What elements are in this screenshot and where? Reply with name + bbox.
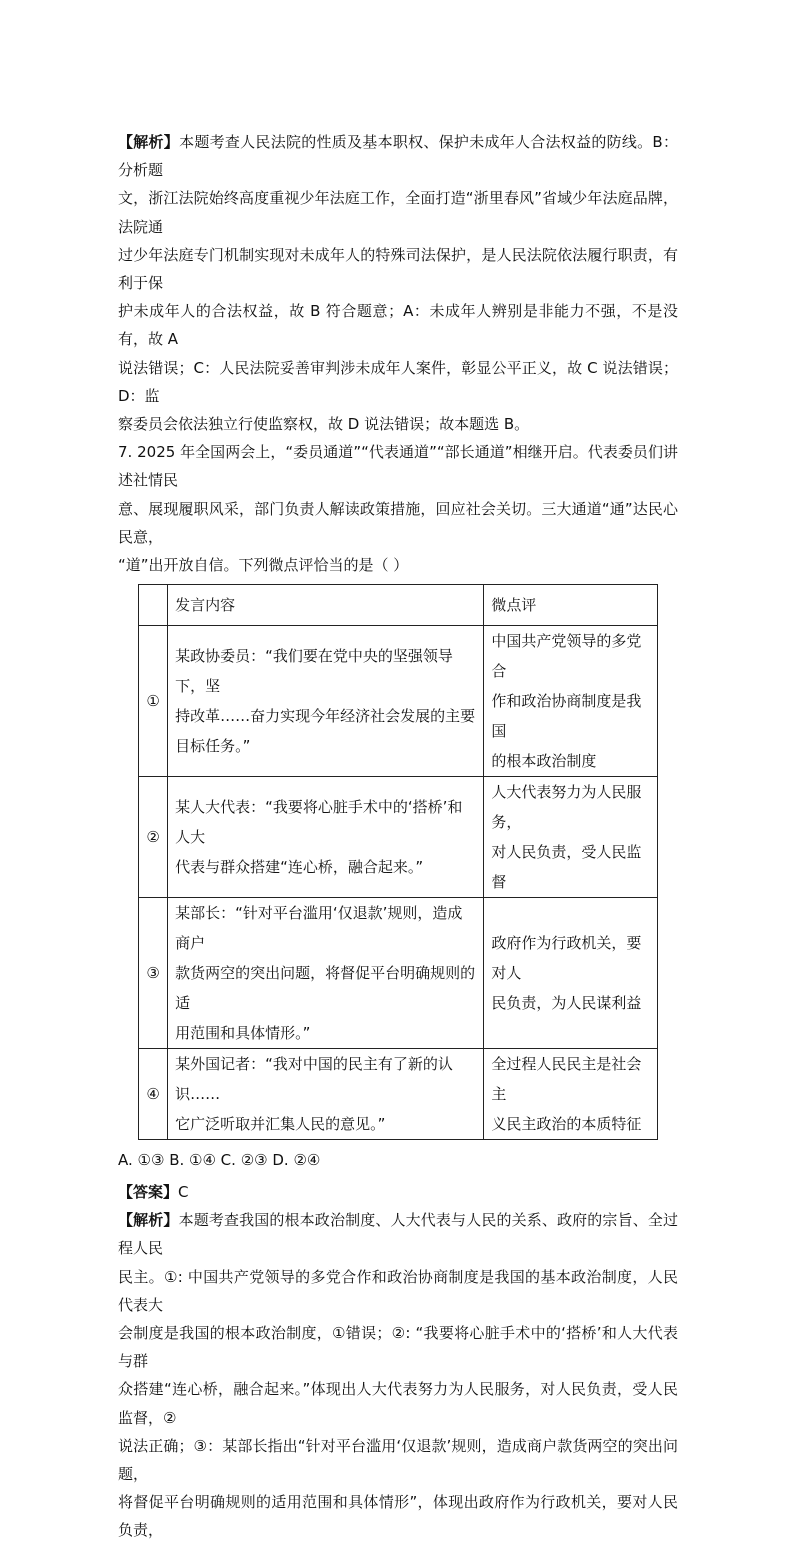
answer-label: 【答案】 bbox=[118, 1183, 179, 1202]
header-num-cell bbox=[139, 585, 168, 626]
header-speech-cell: 发言内容 bbox=[168, 585, 484, 626]
comment-line: 政府作为行政机关，要对人 bbox=[491, 934, 642, 983]
analysis-2-line-1: 民主。①: 中国共产党领导的多党合作和政治协商制度是我国的基本政治制度，人民代表大 bbox=[118, 1267, 678, 1314]
row-comment bbox=[484, 898, 658, 1049]
speech-line: 用范围和具体情形。” bbox=[175, 1024, 311, 1043]
table-row bbox=[139, 898, 658, 1049]
analysis-2-line-5: 将督促平台明确规则的适用范围和具体情形”，体现出政府作为行政机关，要对人民负责， bbox=[118, 1493, 678, 1540]
table-header-row bbox=[139, 585, 658, 626]
comment-line: 民负责，为人民谋利益 bbox=[491, 994, 642, 1013]
row-speech bbox=[168, 898, 484, 1049]
analysis-1-line-5: 察委员会依法独立行使监察权，故 D 说法错误；故本题选 B。 bbox=[118, 415, 530, 434]
analysis-1-line-2: 过少年法庭专门机制实现对未成年人的特殊司法保护，是人民法院依法履行职责，有利于保 bbox=[118, 245, 678, 293]
question-line-1: 意、展现履职风采，部门负责人解读政策措施，回应社会关切。三大通道“通”达民心民意， bbox=[118, 499, 678, 546]
row-num: ① bbox=[139, 626, 168, 777]
table-row bbox=[139, 777, 658, 898]
comment-line: 中国共产党领导的多党合 bbox=[491, 632, 642, 681]
analysis-paragraph-2 bbox=[118, 1206, 678, 1544]
question-7 bbox=[118, 438, 678, 579]
comment-line: 的根本政治制度 bbox=[491, 752, 597, 771]
row-comment bbox=[484, 777, 658, 898]
row-speech bbox=[168, 1049, 484, 1140]
speech-line: 它广泛听取并汇集人民的意见。” bbox=[175, 1115, 386, 1134]
speech-line: 某政协委员：“我们要在党中央的坚强领导下，坚 bbox=[175, 647, 453, 696]
analysis-1-line-4: 说法错误；C：人民法院妥善审判涉未成年人案件，彰显公平正义，故 C 说法错误；D：监 bbox=[118, 358, 678, 405]
table-row bbox=[139, 626, 658, 777]
row-num: ④ bbox=[139, 1049, 168, 1140]
question-line-0: 7. 2025 年全国两会上，“委员通道”“代表通道”“部长通道”相继开启。代表委员们讲述社情民 bbox=[118, 443, 678, 490]
comment-line: 人大代表努力为人民服务， bbox=[491, 783, 642, 832]
row-comment bbox=[484, 626, 658, 777]
speech-line: 款货两空的突出问题，将督促平台明确规则的适 bbox=[175, 964, 476, 1013]
table-row bbox=[139, 1049, 658, 1140]
analysis-1-line-1: 文，浙江法院始终高度重视少年法庭工作，全面打造“浙里春风”省域少年法庭品牌，法院通 bbox=[118, 189, 678, 236]
comment-line: 作和政治协商制度是我国 bbox=[491, 692, 642, 741]
comment-line: 对人民负责，受人民监督 bbox=[491, 843, 642, 892]
speech-line: 持改革……奋力实现今年经济社会发展的主要 bbox=[175, 707, 476, 726]
speech-line: 代表与群众搭建“连心桥，融合起来。” bbox=[175, 858, 424, 877]
analysis-label: 【解析】 bbox=[118, 133, 180, 151]
header-comment-cell: 微点评 bbox=[484, 585, 658, 626]
row-speech bbox=[168, 777, 484, 898]
answer-value: C bbox=[178, 1183, 189, 1202]
analysis-2-line-3: 众搭建“连心桥，融合起来。”体现出人大代表努力为人民服务，对人民负责，受人民监督，② bbox=[118, 1380, 678, 1427]
row-comment bbox=[484, 1049, 658, 1140]
speech-line: 目标任务。” bbox=[175, 737, 251, 756]
analysis-2-line-4: 说法正确；③：某部长指出“针对平台滥用‘仅退款’规则，造成商户款货两空的突出问题， bbox=[118, 1436, 678, 1484]
analysis-label: 【解析】 bbox=[118, 1211, 179, 1230]
speech-line: 某人大代表：“我要将心脏手术中的‘搭桥’和人大 bbox=[175, 798, 463, 847]
row-speech bbox=[168, 626, 484, 777]
question-table bbox=[138, 584, 658, 1140]
document-page bbox=[118, 128, 678, 1545]
comment-line: 义民主政治的本质特征 bbox=[491, 1115, 642, 1134]
answer-line bbox=[118, 1178, 678, 1206]
analysis-1-line-0: 【解析】本题考查人民法院的性质及基本职权、保护未成年人合法权益的防线。B：分析题 bbox=[118, 133, 678, 180]
row-num: ② bbox=[139, 777, 168, 898]
speech-line: 某部长：“针对平台滥用‘仅退款’规则，造成商户 bbox=[175, 904, 463, 953]
speech-line: 某外国记者：“我对中国的民主有了新的认识…… bbox=[175, 1055, 453, 1104]
analysis-paragraph-1 bbox=[118, 128, 678, 438]
analysis-2-line-2: 会制度是我国的根本政治制度，①错误；②: “我要将心脏手术中的‘搭桥’和人大代表与群 bbox=[118, 1324, 678, 1371]
analysis-1-line-3: 护未成年人的合法权益，故 B 符合题意；A：未成年人辨别是非能力不强，不是没有，故 A bbox=[118, 302, 678, 349]
row-num: ③ bbox=[139, 898, 168, 1049]
question-line-2: “道”出开放自信。下列微点评恰当的是（ ） bbox=[118, 556, 409, 575]
answer-options: A. ①③ B. ①④ C. ②③ D. ②④ bbox=[118, 1151, 321, 1170]
comment-line: 全过程人民民主是社会主 bbox=[491, 1055, 642, 1104]
analysis-2-line-0: 【解析】本题考查我国的根本政治制度、人大代表与人民的关系、政府的宗旨、全过程人民 bbox=[118, 1211, 678, 1258]
